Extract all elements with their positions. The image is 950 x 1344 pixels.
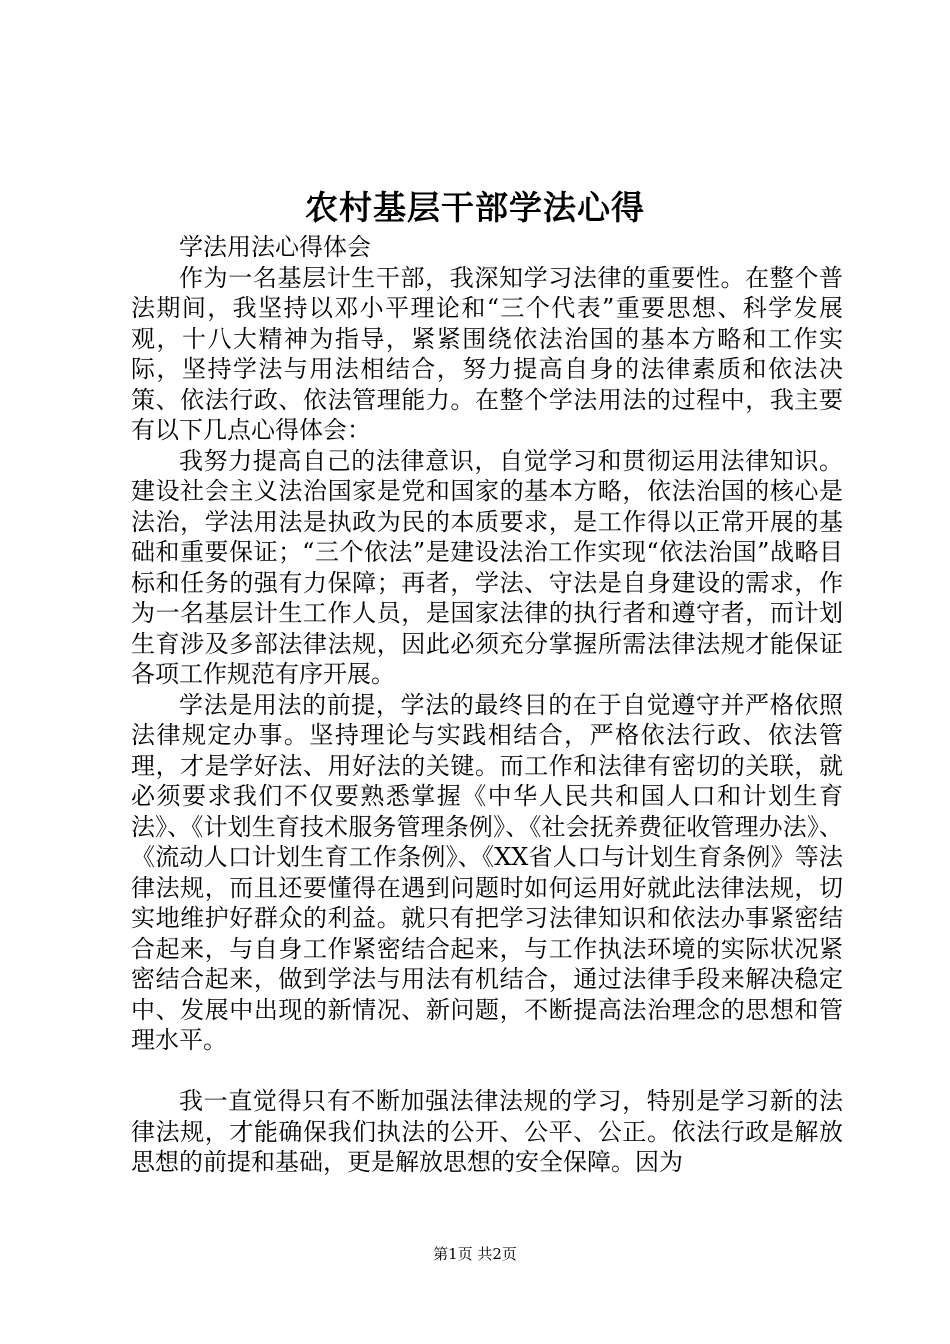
document-subtitle: 学法用法心得体会: [179, 233, 371, 261]
document-title: 农村基层干部学法心得: [305, 188, 645, 227]
page-number-footer: 第1页 共2页: [433, 1245, 517, 1263]
paragraph-2: 我努力提高自己的法律意识，自觉学习和贯彻运用法律知识。建设社会主义法治国家是党和国家的基本方略，依法治国的核心是法治，学法用法是执政为民的本质要求，是工作得以正常开展的基础和重要保证；“三个依法”是建设法治工作实现“依法治国”战略目标和任务的强有力保障；再者，学法、守法是自身建设的需求，作为一名基层计生工作人员，是国家法律的执行者和遵守者，而计划生育涉及多部法律法规，因此必须充分掌握所需法律法规才能保证各项工作规范有序开展。: [131, 446, 843, 688]
paragraph-3: 学法是用法的前提，学法的最终目的在于自觉遵守并严格依照法律规定办事。坚持理论与实践相结合，严格依法行政、依法管理，才是学好法、用好法的关键。而工作和法律有密切的关联，就必须要求我们不仅要熟悉掌握《中华人民共和国人口和计划生育法》、《计划生育技术服务管理条例》、《社会抚养费征收管理办法》、《流动人口计划生育工作条例》、《XX省人口与计划生育条例》等法律法规，而且还要懂得在遇到问题时如何运用好就此法律法规，切实地维护好群众的利益。就只有把学习法律知识和依法办事紧密结合起来，与自身工作紧密结合起来，与工作执法环境的实际状况紧密结合起来，做到学法与用法有机结合，通过法律手段来解决稳定中、发展中出现的新情况、新问题，不断提高法治理念的思想和管理水平。: [131, 690, 843, 1054]
document-body: [131, 232, 843, 1178]
paragraph-spacer: [131, 1056, 843, 1087]
paragraph-1: 作为一名基层计生干部，我深知学习法律的重要性。在整个普法期间，我坚持以邓小平理论和“三个代表”重要思想、科学发展观，十八大精神为指导，紧紧围绕依法治国的基本方略和工作实际，坚持学法与用法相结合，努力提高自身的法律素质和依法决策、依法行政、依法管理能力。在整个学法用法的过程中，我主要有以下几点心得体会：: [131, 263, 843, 444]
paragraph-4: 我一直觉得只有不断加强法律法规的学习，特别是学习新的法律法规，才能确保我们执法的公开、公平、公正。依法行政是解放思想的前提和基础，更是解放思想的安全保障。因为: [131, 1087, 843, 1176]
